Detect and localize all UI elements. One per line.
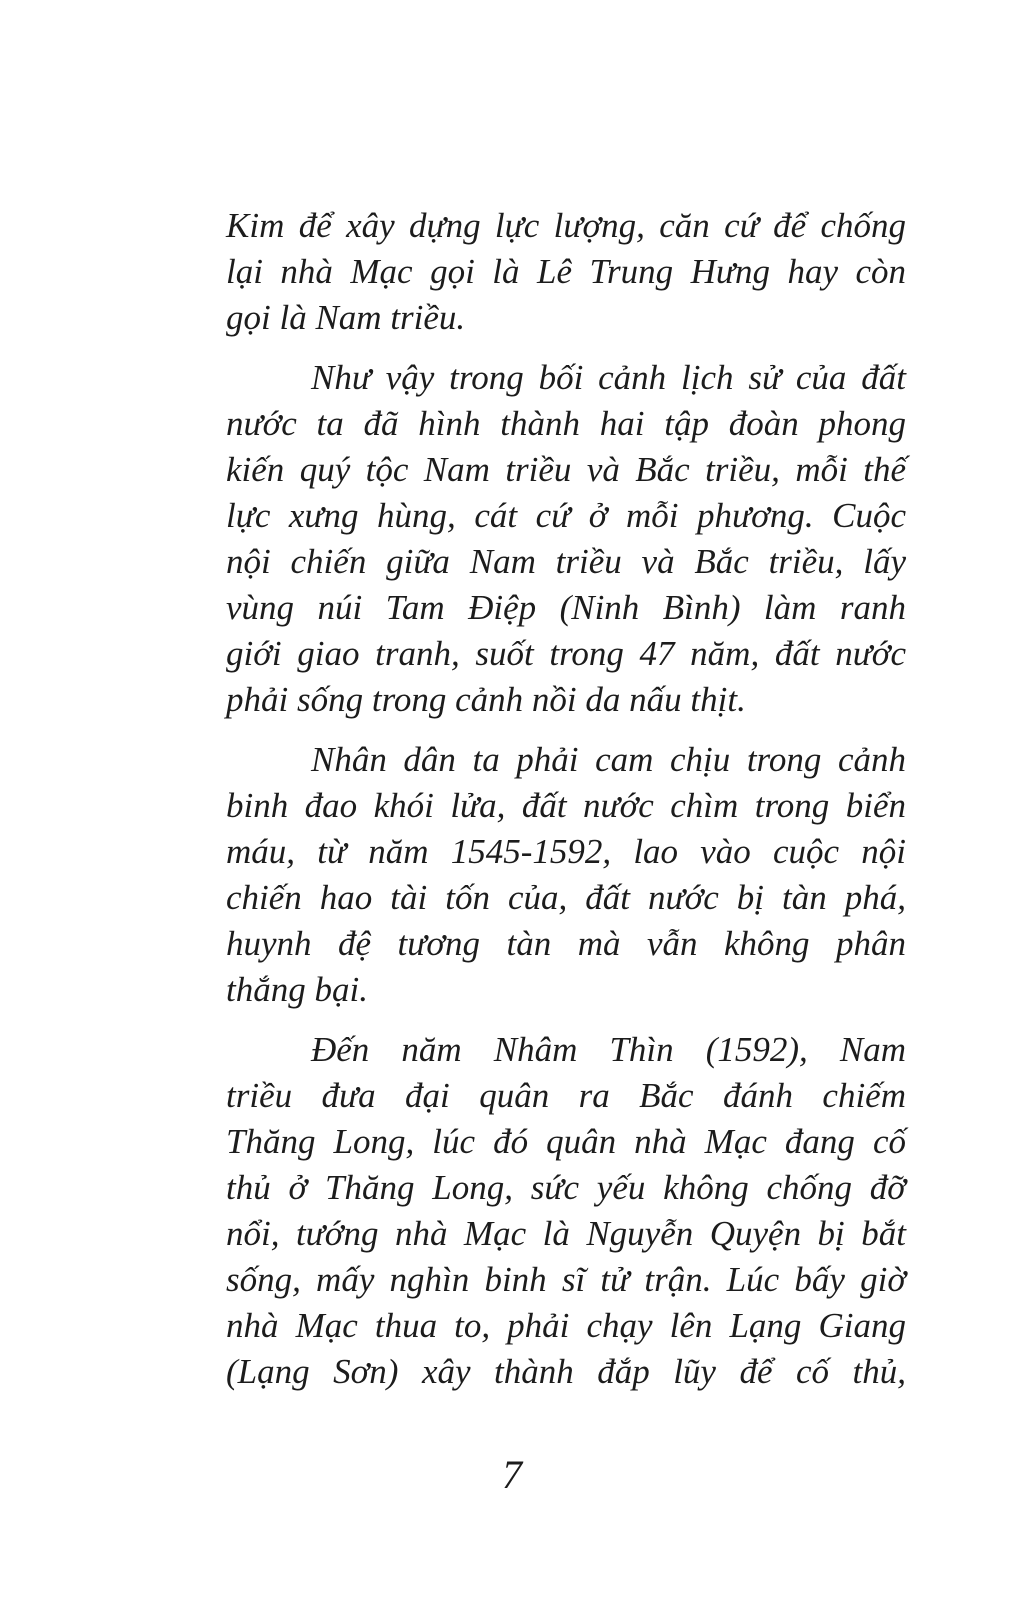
text-line: Nhân dân ta phải cam chịu trong cảnh <box>311 740 906 779</box>
text-line: nội chiến giữa Nam triều và Bắc triều, lấy <box>226 542 906 581</box>
text-line: lại nhà Mạc gọi là Lê Trung Hưng hay còn <box>226 252 906 291</box>
text-line: giới giao tranh, suốt trong 47 năm, đất nước <box>226 634 906 673</box>
text-line: máu, từ năm 1545-1592, lao vào cuộc nội <box>226 832 906 871</box>
text-line: Đến năm Nhâm Thìn (1592), Nam <box>311 1030 906 1069</box>
text-line: thủ ở Thăng Long, sức yếu không chống đỡ <box>226 1168 906 1207</box>
text-line: lực xưng hùng, cát cứ ở mỗi phương. Cuộc <box>226 496 906 535</box>
text-line: thắng bại. <box>226 970 368 1009</box>
text-line: binh đao khói lửa, đất nước chìm trong biển <box>226 786 906 825</box>
text-line: (Lạng Sơn) xây thành đắp lũy để cố thủ, <box>226 1352 906 1391</box>
text-line: nước ta đã hình thành hai tập đoàn phong <box>226 404 906 443</box>
text-line: huynh đệ tương tàn mà vẫn không phân <box>226 924 906 963</box>
text-line: nhà Mạc thua to, phải chạy lên Lạng Giang <box>226 1306 906 1345</box>
paragraph <box>226 355 906 723</box>
text-line: vùng núi Tam Điệp (Ninh Bình) làm ranh <box>226 588 906 627</box>
text-line: nổi, tướng nhà Mạc là Nguyễn Quyện bị bắt <box>226 1214 906 1253</box>
text-line: phải sống trong cảnh nồi da nấu thịt. <box>226 680 746 719</box>
text-line: Thăng Long, lúc đó quân nhà Mạc đang cố <box>226 1122 906 1161</box>
text-line: triều đưa đại quân ra Bắc đánh chiếm <box>226 1076 906 1115</box>
text-line: chiến hao tài tốn của, đất nước bị tàn phá, <box>226 878 906 917</box>
text-line: sống, mấy nghìn binh sĩ tử trận. Lúc bấy giờ <box>226 1260 906 1299</box>
text-line: kiến quý tộc Nam triều và Bắc triều, mỗi thế <box>226 450 906 489</box>
text-line: Như vậy trong bối cảnh lịch sử của đất <box>311 358 906 397</box>
paragraph <box>226 203 906 341</box>
paragraph <box>226 737 906 1013</box>
text-line: Kim để xây dựng lực lượng, căn cứ để chống <box>226 206 906 245</box>
page-text <box>226 203 906 1409</box>
page-number: 7 <box>502 1452 522 1497</box>
paragraph <box>226 1027 906 1395</box>
text-line: gọi là Nam triều. <box>226 298 466 337</box>
